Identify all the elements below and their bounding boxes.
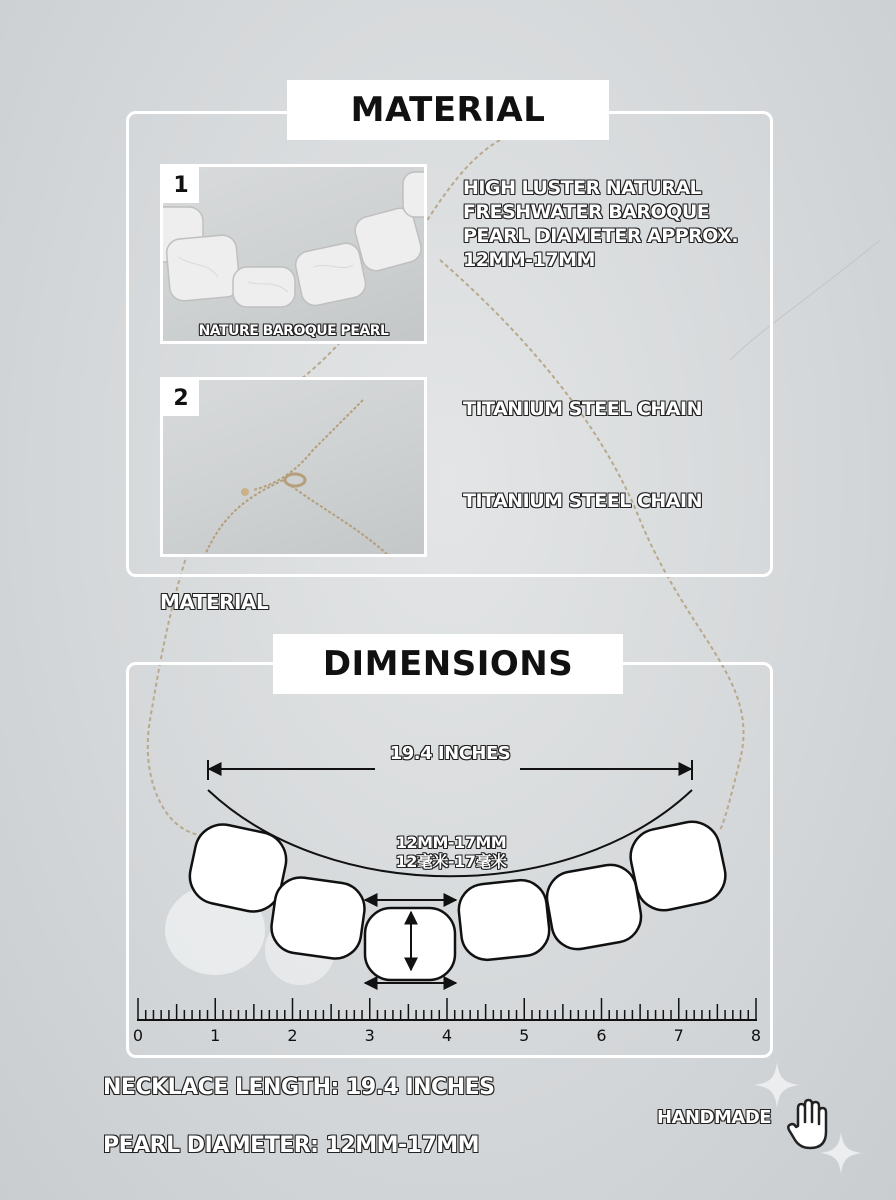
- chain-description: TITANIUM STEEL CHAIN: [463, 490, 702, 512]
- ruler: [138, 998, 756, 1020]
- description-line: HIGH LUSTER NATURAL: [463, 177, 702, 199]
- item-number: 2: [163, 380, 199, 416]
- pearl-size-cn: 12毫米-17毫米: [395, 852, 507, 871]
- hand-icon: [786, 1098, 834, 1152]
- ruler-label: 5: [519, 1026, 530, 1045]
- ruler-label: 1: [210, 1026, 221, 1045]
- ruler-label: 7: [673, 1026, 684, 1045]
- material-footer-label: MATERIAL: [160, 590, 269, 614]
- ruler-label: 3: [364, 1026, 375, 1045]
- ruler-label: 2: [287, 1026, 298, 1045]
- ruler-label: 4: [441, 1026, 453, 1045]
- description-line: PEARL DIAMETER APPROX.: [463, 225, 739, 247]
- description-line: 12MM-17MM: [463, 249, 595, 271]
- pearl-size-label: [366, 833, 536, 871]
- description-line: FRESHWATER BAROQUE: [463, 201, 710, 223]
- pearl-icon: [625, 817, 730, 916]
- dimensions-header: DIMENSIONS: [273, 634, 623, 694]
- ruler-label: 0: [132, 1026, 144, 1045]
- material-header: MATERIAL: [287, 80, 609, 140]
- pearl-icon: [456, 878, 551, 963]
- ruler-label: 6: [596, 1026, 607, 1045]
- photo-caption: NATURE BAROQUE PEARL: [198, 323, 389, 339]
- pearl-size-mm: 12MM-17MM: [395, 833, 507, 852]
- length-label: 19.4 INCHES: [389, 743, 511, 764]
- handmade-label: HANDMADE: [657, 1107, 772, 1128]
- pearl-icon: [268, 874, 368, 962]
- pearl-icon: [543, 861, 645, 953]
- necklace-length-spec: NECKLACE LENGTH: 19.4 INCHES: [103, 1075, 495, 1100]
- ruler-label: 8: [750, 1026, 762, 1045]
- pearl-diameter-spec: PEARL DIAMETER: 12MM-17MM: [103, 1133, 480, 1158]
- item-number: 1: [163, 167, 199, 203]
- chain-description: TITANIUM STEEL CHAIN: [463, 398, 702, 420]
